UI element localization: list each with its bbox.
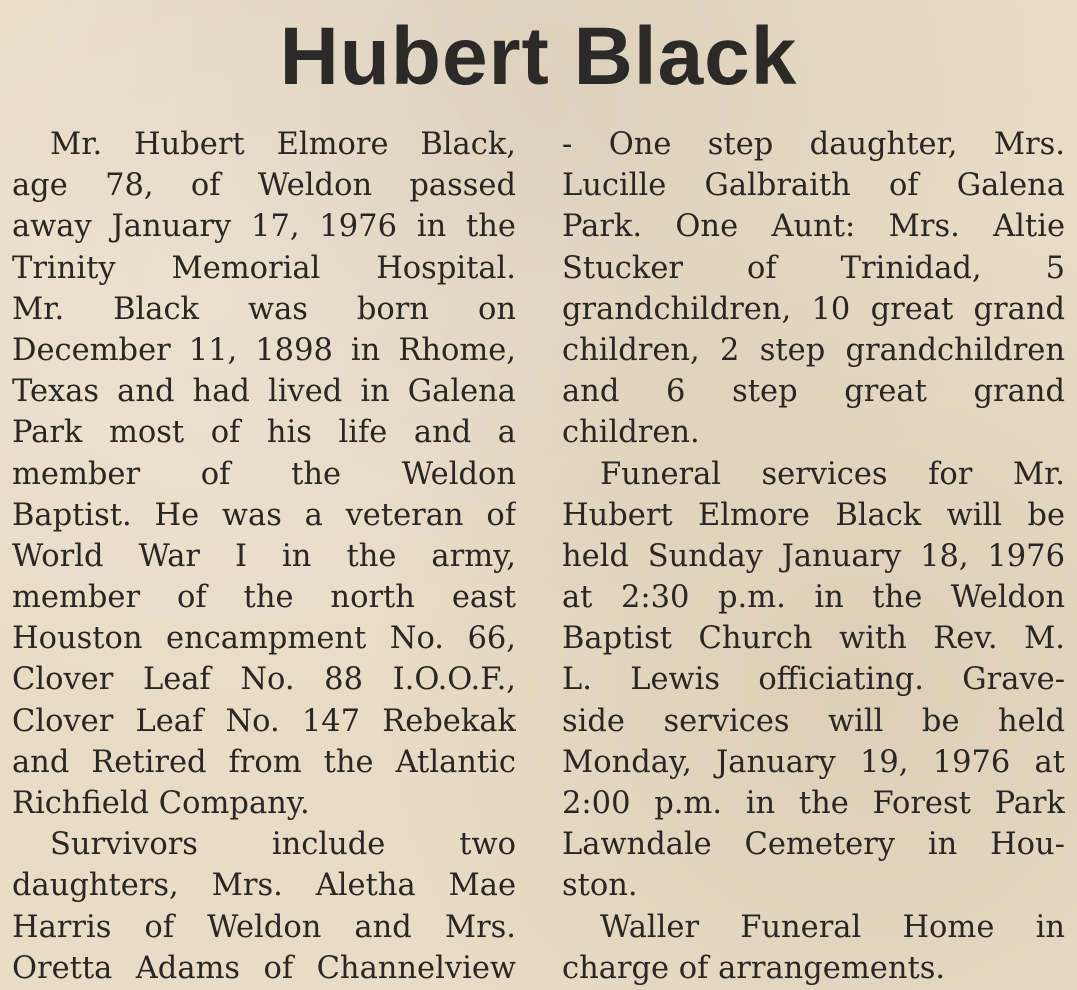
text-line: Richfield Company.: [12, 786, 310, 821]
text-line: Lucille Galbraith of Galena: [562, 168, 1065, 204]
text-line: side services will be held: [562, 703, 1065, 739]
text-line: Hubert Elmore Black will be: [562, 497, 1065, 533]
text-line: Clover Leaf No. 88 I.O.O.F.,: [12, 662, 516, 698]
text-line: Lawndale Cemetery in Hou-: [562, 827, 1065, 863]
text-line: Park most of his life and a: [12, 415, 516, 451]
text-line: Funeral services for Mr.: [600, 456, 1065, 492]
text-line: and Retired from the Atlantic: [12, 744, 516, 780]
text-line: Harris of Weldon and Mrs.: [12, 909, 516, 945]
text-line: children, 2 step grandchildren: [562, 332, 1065, 368]
text-line: Clover Leaf No. 147 Rebekak: [12, 703, 516, 739]
text-line: - One step daughter, Mrs.: [562, 127, 1065, 162]
text-line: L. Lewis officiating. Grave-: [562, 662, 1065, 698]
text-line: children.: [562, 415, 700, 451]
text-line: Mr. Hubert Elmore Black,: [50, 127, 516, 162]
text-line: December 11, 1898 in Rhome,: [12, 332, 516, 368]
text-line: Texas and had lived in Galena: [12, 374, 516, 410]
text-line: Baptist. He was a veteran of: [12, 497, 516, 533]
text-line: Baptist Church with Rev. M.: [562, 621, 1065, 657]
obituary-headline: Hubert Black: [279, 11, 798, 102]
right-column: [562, 124, 1065, 989]
text-line: Survivors include two: [50, 827, 516, 863]
text-line: at 2:30 p.m. in the Weldon: [562, 580, 1065, 616]
text-line: charge of arrangements.: [562, 950, 946, 986]
text-line: Houston encampment No. 66,: [12, 621, 516, 657]
text-line: ston.: [562, 868, 638, 904]
text-line: Stucker of Trinidad, 5: [562, 250, 1065, 286]
text-line: member of the north east: [12, 580, 516, 616]
text-line: 2:00 p.m. in the Forest Park: [562, 786, 1065, 821]
text-line: Oretta Adams of Channelview: [12, 950, 516, 986]
text-line: Waller Funeral Home in: [600, 909, 1065, 945]
text-line: Trinity Memorial Hospital.: [12, 250, 516, 286]
text-line: grandchildren, 10 great grand: [562, 291, 1065, 327]
text-line: age 78, of Weldon passed: [12, 168, 516, 204]
text-line: held Sunday January 18, 1976: [562, 538, 1065, 574]
text-line: Park. One Aunt: Mrs. Altie: [562, 209, 1065, 245]
text-line: and 6 step great grand: [562, 374, 1065, 410]
left-column: [12, 124, 516, 989]
text-line: daughters, Mrs. Aletha Mae: [12, 868, 516, 904]
text-line: Mr. Black was born on: [12, 291, 516, 327]
text-line: World War I in the army,: [12, 538, 516, 574]
text-line: Monday, January 19, 1976 at: [562, 744, 1065, 780]
text-line: away January 17, 1976 in the: [12, 209, 516, 245]
text-line: member of the Weldon: [12, 456, 516, 492]
